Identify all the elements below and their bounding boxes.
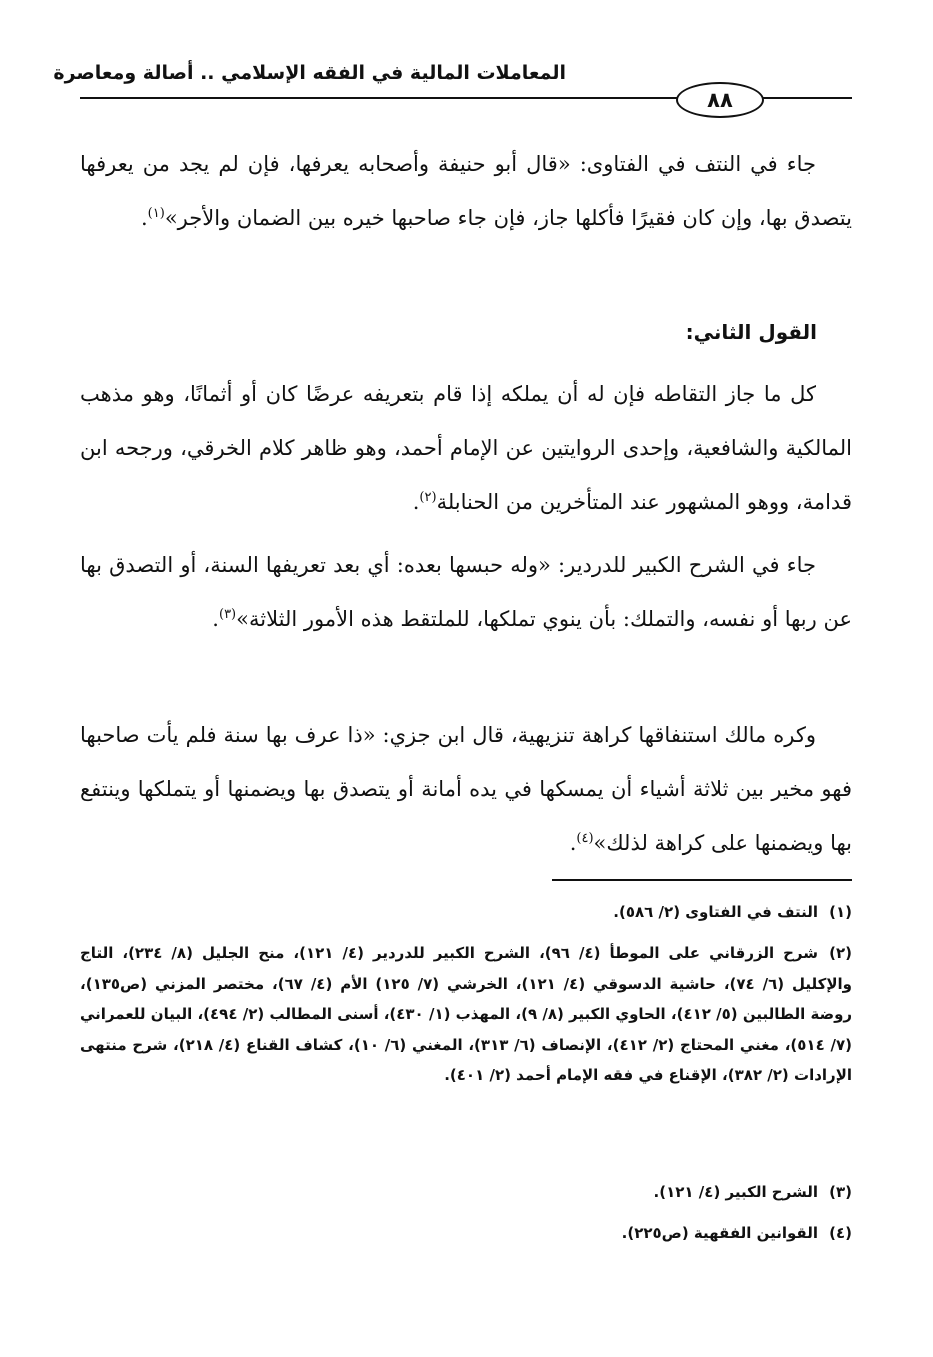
footnote-text: شرح الزرقاني على الموطأ (٤/ ٩٦)، الشرح الكبير للدردير (٤/ ١٢١)، منح الجليل (٨/ ٢٣٤)، التاج والإكليل (٦/ ٧٤)، حاشية الدسوقي (٤/ ١٢١)، الخرشي (٧/ ١٢٥) الأم (٤/ ٦٧)، مختصر المزني (ص١٣٥)، روضة الطالبين (٥/ ٤١٢)، الحاوي الكبير (٨/ ٩)، المهذب (١/ ٤٣٠)، أسنى المطالب (٢/ ٤٩٤)، البيان للعمراني (٧/ ٥١٤)، مغني المحتاج (٢/ ٤١٢)، الإنصاف (٦/ ٣١٣)، المغني (٦/ ١٠)، كشاف القناع (٤/ ٢١٨)، شرح منتهى الإرادات (٢/ ٣٨٢)، الإقناع في فقه الإمام أحمد (٢/ ٤٠١). [80,944,853,1084]
footnote-ref-2[interactable]: (٢) [419,490,437,505]
footnote-4 [80,1218,852,1249]
footnote-number: (٣) [829,1183,852,1201]
running-title: المعاملات المالية في الفقه الإسلامي .. أصالة ومعاصرة [53,62,566,84]
footnote-ref-3[interactable]: (٣) [218,607,237,622]
footnote-2 [80,938,852,1091]
footnote-ref-1[interactable]: (١) [147,206,165,221]
paragraph-3 [80,538,852,646]
paragraph-4-text: وكره مالك استنفاقها كراهة تنزيهية، قال ابن جزي: «ذا عرف بها سنة فلم يأت صاحبها فهو مخير بين ثلاثة أشياء أن يمسكها في يده أمانة أو يتصدق بها ويضمنها أو يتملكها وينتفع بها ويضمنها على كراهة لذلك» [80,723,852,855]
paragraph-2 [80,367,852,529]
paragraph-4 [80,708,852,870]
footnote-text: القوانين الفقهية (ص٢٢٥). [621,1224,818,1242]
page-number: ٨٨ [676,82,764,118]
footnote-number: (١) [829,903,852,921]
paragraph-3-text: جاء في الشرح الكبير للدردير: «وله حبسها بعده: أي بعد تعريفها السنة، أو التصدق بها عن ربها أو نفسه، والتملك: بأن ينوي تملكها، للملتقط هذه الأمور الثلاثة» [80,553,852,631]
paragraph-1-text: جاء في النتف في الفتاوى: «قال أبو حنيفة وأصحابه يعرفها، فإن لم يجد من يعرفها يتصدق بها، وإن كان فقيرًا فأكلها جاز، فإن جاء صاحبها خيره بين الضمان والأجر» [80,152,852,230]
footnote-text: الشرح الكبير (٤/ ١٢١). [653,1183,818,1201]
footnote-number: (٢) [829,944,853,962]
footnote-3 [80,1177,852,1208]
footnote-separator [552,879,852,881]
footnote-ref-4[interactable]: (٤) [576,831,594,846]
paragraph-1-end: . [140,206,148,230]
footnote-number: (٤) [829,1224,852,1242]
section-heading: القول الثاني: [685,320,817,344]
paragraph-4-end: . [569,831,577,855]
footnote-text: النتف في الفتاوى (٢/ ٥٨٦). [613,903,818,921]
paragraph-3-end: . [212,607,219,631]
paragraph-2-end: . [412,490,420,514]
paragraph-1 [80,137,852,245]
paragraph-2-text: كل ما جاز التقاطه فإن له أن يملكه إذا قام بتعريفه عرضًا كان أو أثمانًا، وهو مذهب المالكية والشافعية، وإحدى الروايتين عن الإمام أحمد، وهو ظاهر كلام الخرقي، ورجحه ابن قدامة، ووهو المشهور عند المتأخرين من الحنابلة [80,382,852,514]
footnote-1 [80,897,852,928]
